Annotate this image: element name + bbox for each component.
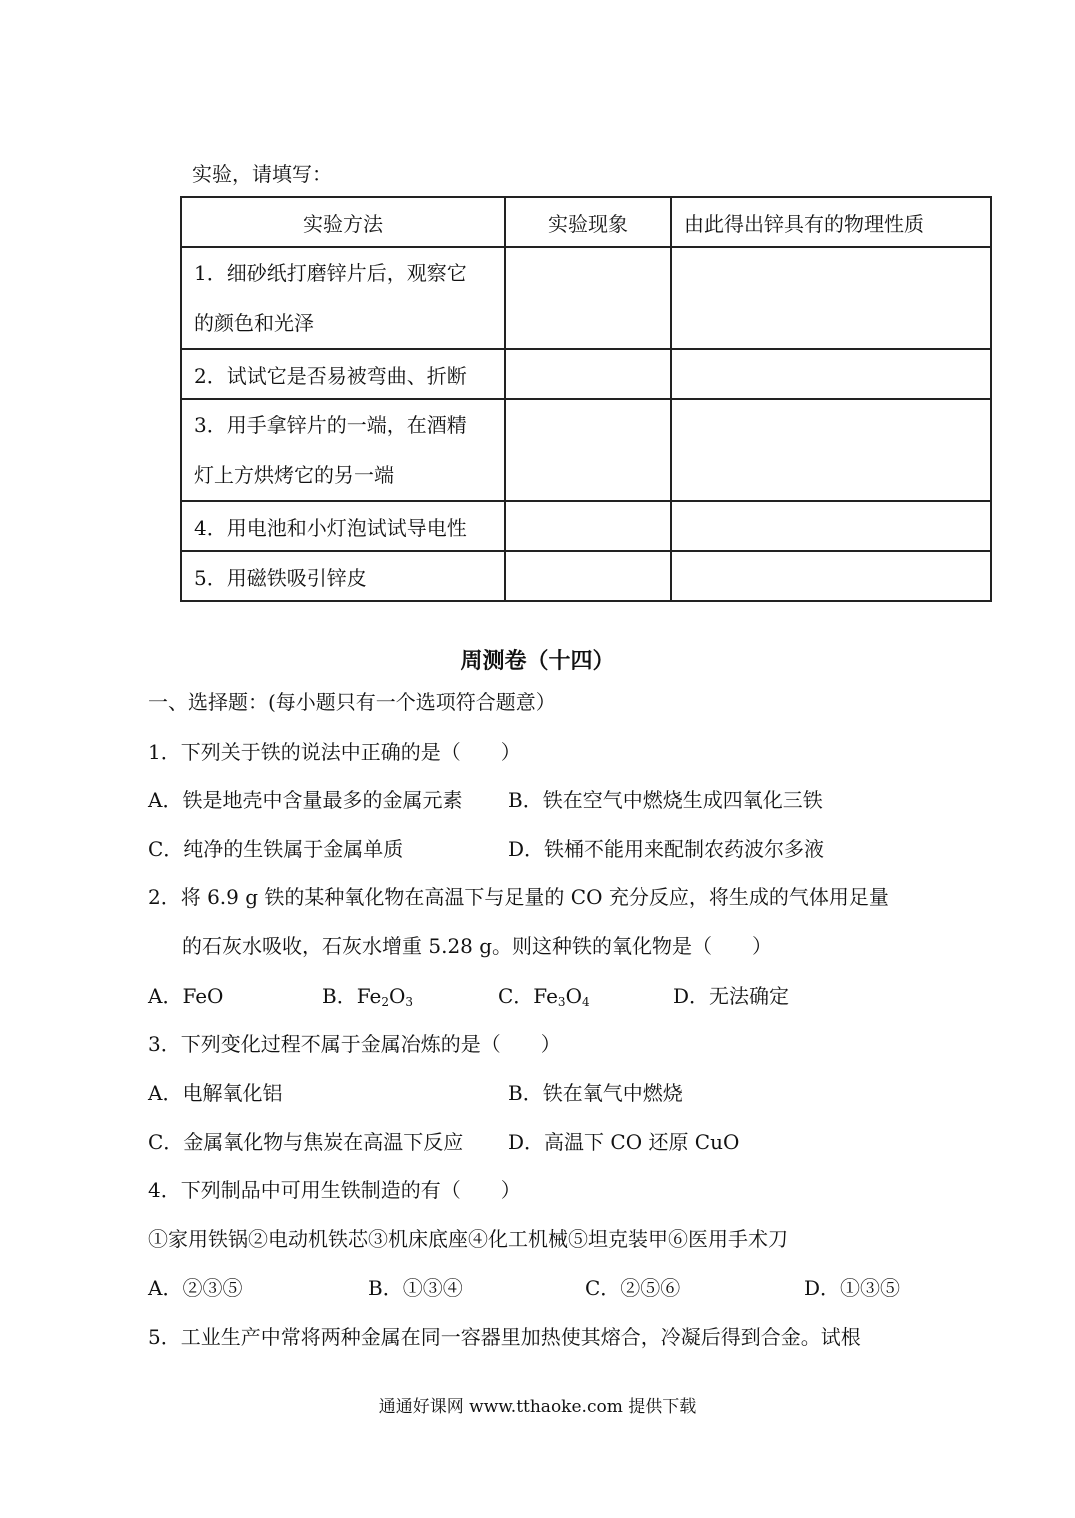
q1-option-c[interactable]: C．纯净的生铁属于金属单质 <box>148 837 404 861</box>
question-3-stem: 3．下列变化过程不属于金属冶炼的是（ ） <box>148 1032 561 1056</box>
method-cell: 4．用电池和小灯泡试试导电性 <box>181 501 505 551</box>
header-phenomenon: 实验现象 <box>505 197 671 247</box>
q4-option-c[interactable]: C．②⑤⑥ <box>585 1276 681 1300</box>
table-row <box>181 501 991 551</box>
phenomenon-cell[interactable] <box>505 399 671 501</box>
property-cell[interactable] <box>671 247 991 349</box>
method-cell: 2．试试它是否易被弯曲、折断 <box>181 349 505 399</box>
q2-option-c[interactable]: C．$Fe_3O_4$ <box>498 984 590 1009</box>
question-4-stem: 4．下列制品中可用生铁制造的有（ ） <box>148 1178 521 1202</box>
phenomenon-cell[interactable] <box>505 349 671 399</box>
q3-option-b[interactable]: B．铁在氧气中燃烧 <box>508 1081 683 1105</box>
q3-option-d[interactable]: D．高温下 CO 还原 CuO <box>508 1130 740 1154</box>
question-5-stem: 5．工业生产中常将两种金属在同一容器里加热使其熔合，冷凝后得到合金。试根 <box>148 1325 861 1349</box>
q4-option-b[interactable]: B．①③④ <box>368 1276 463 1300</box>
property-cell[interactable] <box>671 349 991 399</box>
header-method: 实验方法 <box>181 197 505 247</box>
table-row <box>181 551 991 601</box>
question-4-items: ①家用铁锅②电动机铁芯③机床底座④化工机械⑤坦克装甲⑥医用手术刀 <box>148 1227 788 1251</box>
method-cell: 3．用手拿锌片的一端，在酒精 灯上方烘烤它的另一端 <box>181 399 505 501</box>
property-cell[interactable] <box>671 399 991 501</box>
q3-option-c[interactable]: C．金属氧化物与焦炭在高温下反应 <box>148 1130 464 1154</box>
question-1-stem: 1．下列关于铁的说法中正确的是（ ） <box>148 740 521 764</box>
q2-option-b[interactable]: B．$Fe_2O_3$ <box>322 984 414 1009</box>
page-title: 周测卷（十四） <box>460 648 615 674</box>
property-cell[interactable] <box>671 501 991 551</box>
q2-option-d[interactable]: D．无法确定 <box>673 984 790 1008</box>
table-row <box>181 247 991 349</box>
q1-option-b[interactable]: B．铁在空气中燃烧生成四氧化三铁 <box>508 788 823 812</box>
table-row <box>181 349 991 399</box>
q2-option-a[interactable]: A．FeO <box>148 984 224 1008</box>
phenomenon-cell[interactable] <box>505 551 671 601</box>
question-2-stem-cont: 的石灰水吸收，石灰水增重 5.28 g。则这种铁的氧化物是（ ） <box>182 934 773 958</box>
method-cell: 1．细砂纸打磨锌片后，观察它 的颜色和光泽 <box>181 247 505 349</box>
q1-option-d[interactable]: D．铁桶不能用来配制农药波尔多液 <box>508 837 825 861</box>
q4-option-a[interactable]: A．②③⑤ <box>148 1276 243 1300</box>
intro-text: 实验，请填写： <box>192 162 332 186</box>
q4-option-d[interactable]: D．①③⑤ <box>804 1276 901 1300</box>
question-2-stem: 2．将 6.9 g 铁的某种氧化物在高温下与足量的 CO 充分反应，将生成的气体用足量 <box>148 885 889 909</box>
footer-text: 通通好课网 www.tthaoke.com 提供下载 <box>378 1397 697 1417</box>
experiment-table <box>180 196 992 602</box>
header-property: 由此得出锌具有的物理性质 <box>671 197 991 247</box>
section-heading: 一、选择题：(每小题只有一个选项符合题意） <box>148 690 556 714</box>
q1-option-a[interactable]: A．铁是地壳中含量最多的金属元素 <box>148 788 463 812</box>
table-header-row <box>181 197 991 247</box>
phenomenon-cell[interactable] <box>505 501 671 551</box>
phenomenon-cell[interactable] <box>505 247 671 349</box>
property-cell[interactable] <box>671 551 991 601</box>
table-row <box>181 399 991 501</box>
q3-option-a[interactable]: A．电解氧化铝 <box>148 1081 283 1105</box>
method-cell: 5．用磁铁吸引锌皮 <box>181 551 505 601</box>
